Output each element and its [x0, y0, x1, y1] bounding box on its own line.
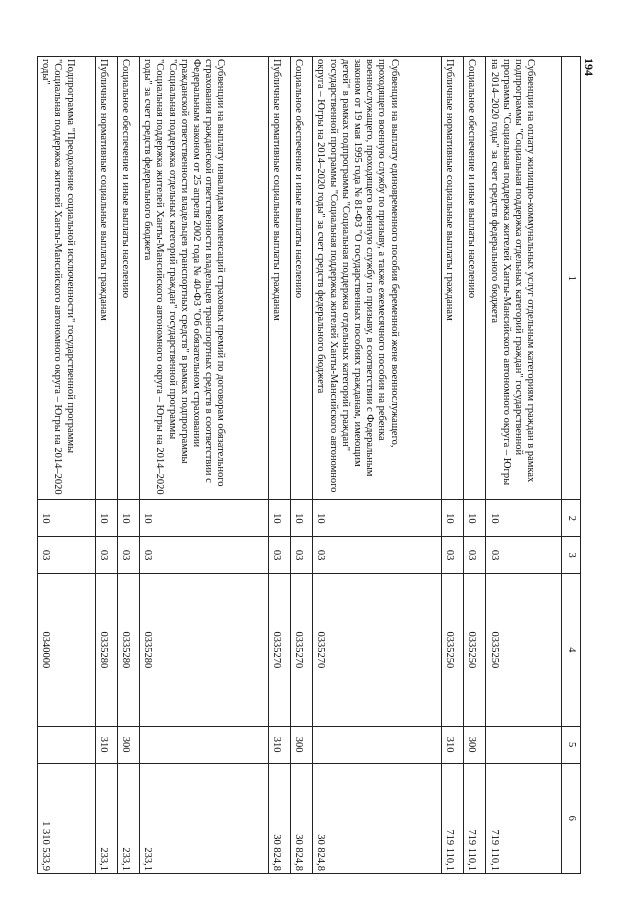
table-row	[313, 57, 442, 874]
table-row	[117, 57, 139, 874]
row-amount: 30 824,8	[313, 763, 442, 873]
row-subsection: 03	[486, 537, 562, 574]
row-section: 10	[95, 500, 117, 537]
row-amount: 30 824,8	[291, 763, 313, 873]
row-section: 10	[269, 500, 291, 537]
row-name: Социальное обеспечение и иные выплаты населению	[117, 57, 139, 500]
row-expense-type	[486, 726, 562, 763]
row-target-code: 0335250	[464, 574, 486, 727]
row-expense-type: 310	[442, 726, 464, 763]
row-section: 10	[291, 500, 313, 537]
header-row	[562, 57, 581, 874]
row-section: 10	[464, 500, 486, 537]
row-target-code: 0335270	[313, 574, 442, 727]
budget-table	[37, 56, 581, 874]
row-subsection: 03	[464, 537, 486, 574]
row-target-code: 0335270	[269, 574, 291, 727]
row-target-code: 0335250	[442, 574, 464, 727]
header-cell: 3	[562, 537, 581, 574]
row-expense-type	[38, 726, 96, 763]
row-expense-type: 300	[117, 726, 139, 763]
row-expense-type: 310	[269, 726, 291, 763]
rotated-page-content	[37, 56, 581, 874]
table-row	[38, 57, 96, 874]
table-row	[442, 57, 464, 874]
row-name: Публичные нормативные социальные выплаты гражданам	[95, 57, 117, 500]
row-name: Субвенции на выплату инвалидам компенсаций страховых премий по договорам обязательного страхования гражданской ответственности владельцев транспортных средств в соответствии с Федеральным законом от 25 апреля 2002 года № 40-ФЗ "Об обязательном страховании гражданской ответственности владельцев транспортных средств" в рамках подпрограммы "Социальная поддержка отдельных категорий граждан" государственной программы "Социальная поддержка жителей Ханты-Мансийского автономного округа – Югры на 2014–2020 годы" за счет средств федерального бюджета	[140, 57, 269, 500]
table-row	[269, 57, 291, 874]
row-target-code: 0335250	[486, 574, 562, 727]
row-amount: 30 824,8	[269, 763, 291, 873]
row-amount: 1 310 533,9	[38, 763, 96, 873]
row-section: 10	[117, 500, 139, 537]
table-row	[95, 57, 117, 874]
row-subsection: 03	[140, 537, 269, 574]
row-subsection: 03	[95, 537, 117, 574]
row-subsection: 03	[38, 537, 96, 574]
row-section: 10	[313, 500, 442, 537]
table-row	[291, 57, 313, 874]
row-name: Социальное обеспечение и иные выплаты населению	[291, 57, 313, 500]
header-cell: 6	[562, 763, 581, 873]
table-row	[140, 57, 269, 874]
row-amount: 719 110,1	[442, 763, 464, 873]
row-expense-type: 300	[291, 726, 313, 763]
row-section: 10	[140, 500, 269, 537]
row-section: 10	[38, 500, 96, 537]
row-expense-type: 300	[464, 726, 486, 763]
row-name: Субвенции на оплату жилищно-коммунальных услуг отдельным категориям граждан в рамках подпрограммы "Социальная поддержка отдельных категорий граждан" государственной программы "Социальная поддержка жителей Ханты-Мансийского автономного округа – Югры на 2014–2020 годы" за счет средств федерального бюджета	[486, 57, 562, 500]
header-cell: 4	[562, 574, 581, 727]
header-cell: 5	[562, 726, 581, 763]
row-name: Подпрограмма "Преодоление социальной исключенности" государственной программы "Социальная поддержка жителей Ханты-Мансийского автономного округа – Югры на 2014–2020 годы"	[38, 57, 96, 500]
row-amount: 233,1	[140, 763, 269, 873]
row-section: 10	[442, 500, 464, 537]
table-row	[464, 57, 486, 874]
row-target-code: 0335280	[95, 574, 117, 727]
row-name: Субвенции на выплату единовременного пособия беременной жене военнослужащего, проходящего военную службу по призыву, а также ежемесячного пособия на ребенка военнослужащего, проходящего военную службу по призыву, в соответствии с Федеральным законом от 19 мая 1995 года № 81-ФЗ "О государственных пособиях гражданам, имеющим детей" в рамках подпрограммы "Социальная поддержка отдельных категорий граждан" государственной программы "Социальная поддержка жителей Ханты-Мансийского автономного округа – Югры на 2014–2020 годы" за счет средств федерального бюджета	[313, 57, 442, 500]
row-amount: 719 110,1	[486, 763, 562, 873]
row-subsection: 03	[313, 537, 442, 574]
row-name: Публичные нормативные социальные выплаты гражданам	[442, 57, 464, 500]
row-subsection: 03	[269, 537, 291, 574]
row-name: Публичные нормативные социальные выплаты гражданам	[269, 57, 291, 500]
row-subsection: 03	[442, 537, 464, 574]
table-row	[486, 57, 562, 874]
row-amount: 233,1	[95, 763, 117, 873]
row-amount: 719 110,1	[464, 763, 486, 873]
header-cell: 1	[562, 57, 581, 500]
row-target-code: 0340000	[38, 574, 96, 727]
row-subsection: 03	[291, 537, 313, 574]
row-subsection: 03	[117, 537, 139, 574]
row-section: 10	[486, 500, 562, 537]
row-amount: 233,1	[117, 763, 139, 873]
row-expense-type	[313, 726, 442, 763]
row-expense-type	[140, 726, 269, 763]
row-expense-type: 310	[95, 726, 117, 763]
header-cell: 2	[562, 500, 581, 537]
row-target-code: 0335280	[117, 574, 139, 727]
row-target-code: 0335280	[140, 574, 269, 727]
page-number: 194	[582, 58, 596, 76]
row-name: Социальное обеспечение и иные выплаты населению	[464, 57, 486, 500]
row-target-code: 0335270	[291, 574, 313, 727]
